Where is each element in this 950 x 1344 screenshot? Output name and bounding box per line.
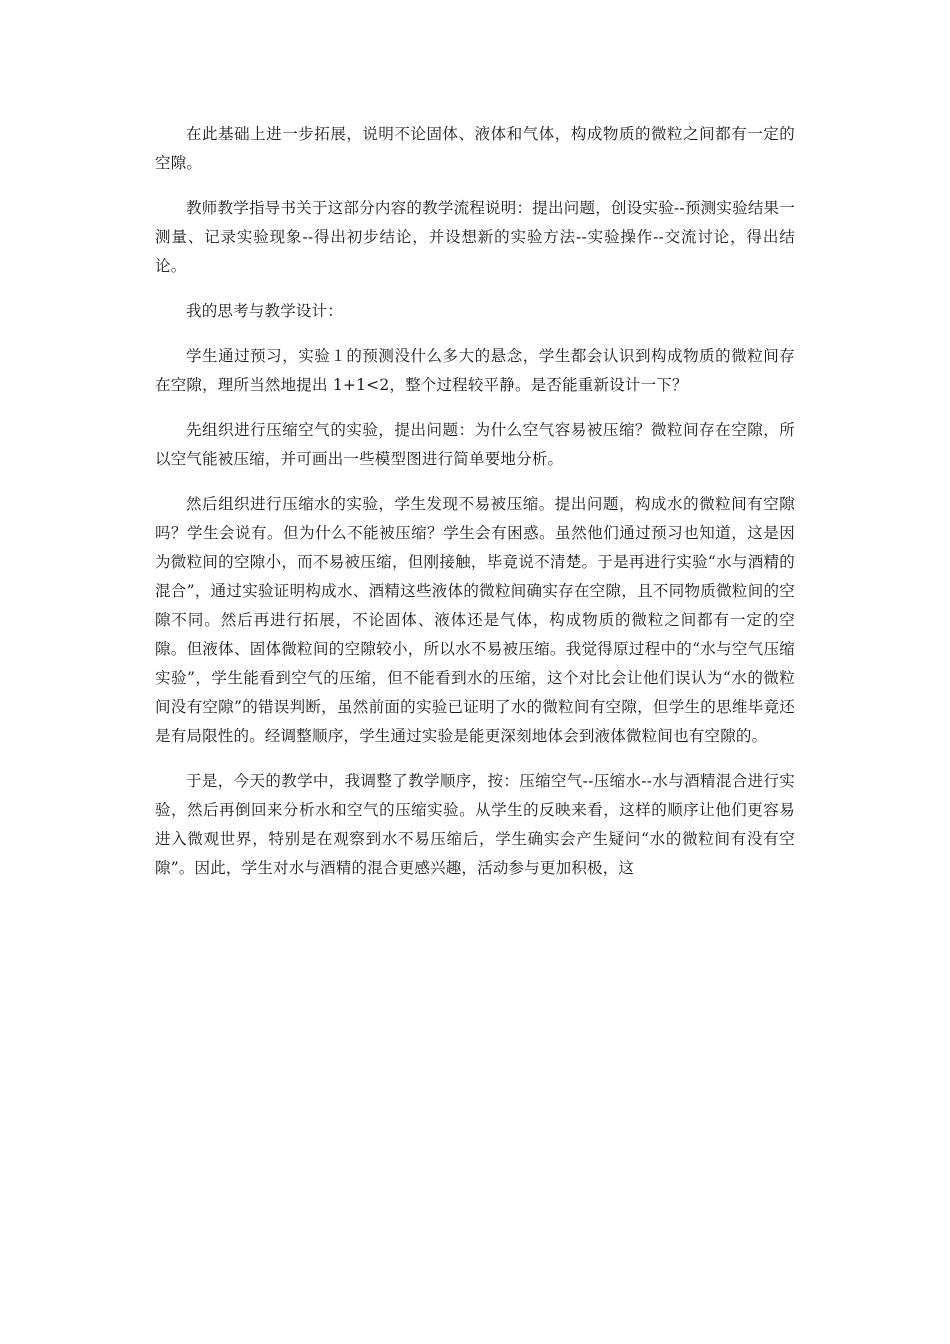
paragraph-7: 于是，今天的教学中，我调整了教学顺序，按：压缩空气--压缩水--水与酒精混合进行实验，然后再倒回来分析水和空气的压缩实验。从学生的反映来看，这样的顺序让他们更容易进入微观世界，特别是在观察到水不易压缩后，学生确实会产生疑问“水的微粒间有没有空隙”。因此，学生对水与酒精的混合更感兴趣，活动参与更加积极，这	[155, 772, 795, 877]
paragraph-5: 先组织进行压缩空气的实验，提出问题：为什么空气容易被压缩？微粒间存在空隙，所以空气能被压缩，并可画出一些模型图进行简单要地分析。	[155, 421, 795, 468]
paragraph-3: 我的思考与教学设计：	[186, 302, 344, 320]
paragraph-2: 教师教学指导书关于这部分内容的教学流程说明：提出问题，创设实验--预测实验结果一测量、记录实验现象--得出初步结论，并设想新的实验方法--实验操作--交流讨论，得出结论。	[155, 199, 795, 275]
paragraph-1: 在此基础上进一步拓展，说明不论固体、液体和气体，构成物质的微粒之间都有一定的空隙。	[155, 125, 795, 172]
paragraph-4: 学生通过预习，实验１的预测没什么多大的悬念，学生都会认识到构成物质的微粒间存在空隙，理所当然地提出 1+1<2，整个过程较平静。是否能重新设计一下？	[155, 347, 795, 394]
paragraph-6: 然后组织进行压缩水的实验，学生发现不易被压缩。提出问题，构成水的微粒间有空隙吗？学生会说有。但为什么不能被压缩？学生会有困惑。虽然他们通过预习也知道，这是因为微粒间的空隙小，而不易被压缩，但刚接触，毕竟说不清楚。于是再进行实验“水与酒精的混合”，通过实验证明构成水、酒精这些液体的微粒间确实存在空隙，且不同物质微粒间的空隙不同。然后再进行拓展，不论固体、液体还是气体，构成物质的微粒之间都有一定的空隙。但液体、固体微粒间的空隙较小，所以水不易被压缩。我觉得原过程中的“水与空气压缩实验”，学生能看到空气的压缩，但不能看到水的压缩，这个对比会让他们误认为“水的微粒间没有空隙”的错误判断，虽然前面的实验已证明了水的微粒间有空隙，但学生的思维毕竟还是有局限性的。经调整顺序，学生通过实验是能更深刻地体会到液体微粒间也有空隙的。	[155, 495, 795, 745]
document-body	[155, 120, 795, 899]
